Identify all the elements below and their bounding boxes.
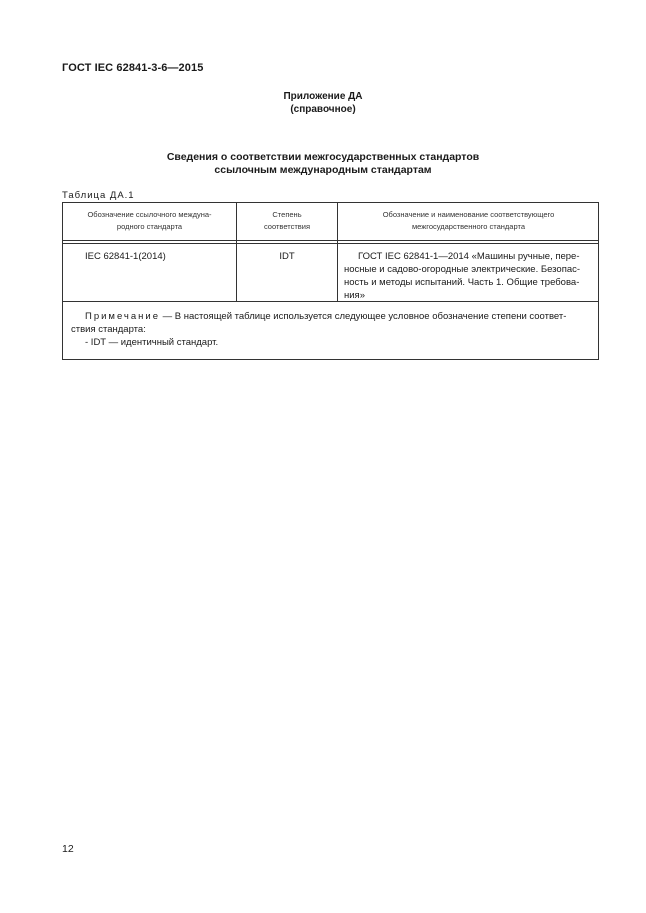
annex-heading-line-2: ссылочным международным стандартам bbox=[214, 164, 432, 176]
header-col1-line2: родного стандарта bbox=[116, 222, 183, 231]
annex-heading bbox=[0, 151, 646, 177]
header-col2-line2: соответствия bbox=[263, 222, 311, 231]
header-col3-line2: межгосударственного стандарта bbox=[412, 222, 525, 231]
cell-interstate-line4: ния» bbox=[344, 290, 365, 301]
table-caption: Таблица ДА.1 bbox=[62, 190, 135, 201]
table-note bbox=[71, 310, 590, 349]
header-divider-double bbox=[63, 243, 598, 244]
note-line1 bbox=[71, 310, 590, 323]
header-interstate-standard bbox=[338, 209, 599, 233]
cell-international-standard: IEC 62841-1(2014) bbox=[85, 251, 166, 262]
annex-title: Приложение ДА bbox=[283, 91, 363, 102]
header-col1-line1: Обозначение ссылочного междуна- bbox=[87, 210, 212, 219]
correspondence-table bbox=[62, 202, 599, 360]
note-text-line1: — В настоящей таблице используется следующее условное обозначение степени соответ- bbox=[160, 311, 567, 322]
cell-interstate-line1: ГОСТ IEC 62841-1—2014 «Машины ручные, пере- bbox=[358, 251, 580, 262]
header-col3-line1: Обозначение и наименование соответствующего bbox=[382, 210, 555, 219]
annex-heading-line-1: Сведения о соответствии межгосударственных стандартов bbox=[166, 151, 480, 163]
cell-degree: IDT bbox=[279, 251, 295, 262]
note-item: - IDT — идентичный стандарт. bbox=[85, 337, 219, 348]
annex-label bbox=[0, 90, 646, 116]
header-degree bbox=[237, 209, 337, 233]
page-number: 12 bbox=[62, 843, 74, 855]
header-international-standard bbox=[63, 209, 236, 233]
document-code: ГОСТ IEC 62841-3-6—2015 bbox=[62, 62, 204, 74]
header-divider bbox=[63, 240, 598, 241]
annex-kind: (справочное) bbox=[290, 104, 356, 115]
header-col2-line1: Степень bbox=[272, 210, 302, 219]
note-text-line2: ствия стандарта: bbox=[71, 324, 146, 335]
note-label: Примечание bbox=[85, 311, 160, 322]
cell-interstate-standard bbox=[344, 250, 594, 302]
cell-interstate-line3: ность и методы испытаний. Часть 1. Общие требова- bbox=[344, 277, 580, 288]
cell-interstate-line2: носные и садово-огородные электрические. Безопас- bbox=[344, 264, 581, 275]
